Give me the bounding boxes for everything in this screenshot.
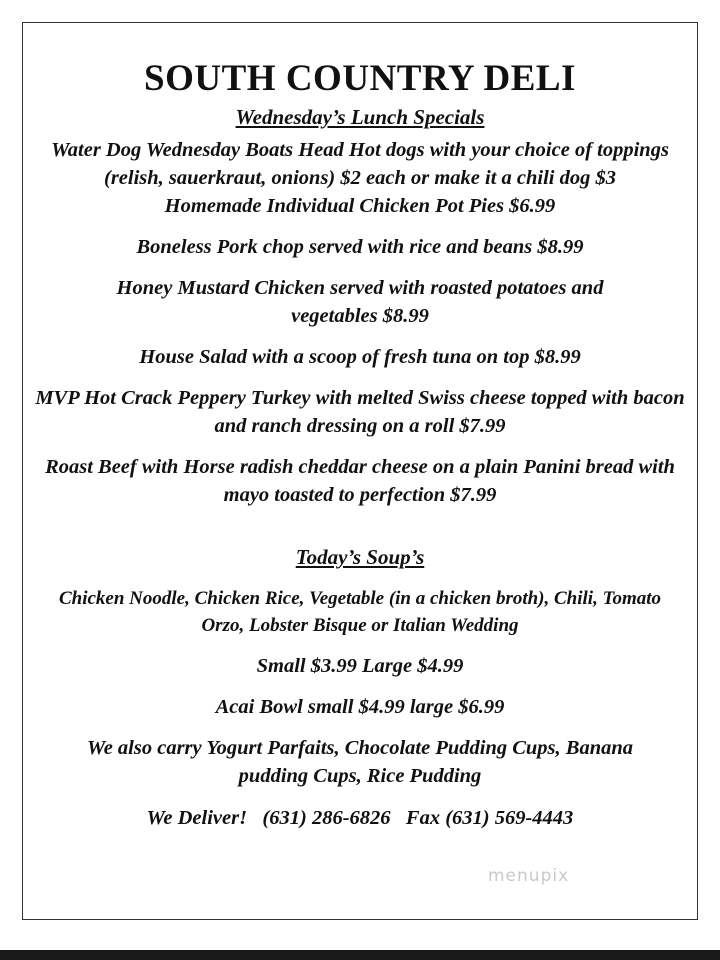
specials-heading: Wednesday’s Lunch Specials: [235, 105, 485, 129]
watermark: menupix: [488, 866, 570, 886]
special-item-pot-pies: Homemade Individual Chicken Pot Pies $6.99: [164, 195, 556, 217]
special-item-turkey: MVP Hot Crack Peppery Turkey with melted Swiss cheese topped with bacon and ranch dressing on a roll $7.99: [35, 387, 685, 437]
soups-heading: Today’s Soup’s: [295, 545, 425, 569]
contact-info: We Deliver! (631) 286-6826 Fax (631) 569-4443: [146, 807, 574, 829]
acai-bowl: Acai Bowl small $4.99 large $6.99: [215, 696, 505, 718]
special-item-pork-chop: Boneless Pork chop served with rice and beans $8.99: [136, 236, 584, 258]
bottom-bar: [0, 950, 720, 960]
restaurant-name: SOUTH COUNTRY DELI: [144, 58, 576, 99]
menu-content: [22, 56, 698, 853]
special-item-house-salad: House Salad with a scoop of fresh tuna on top $8.99: [139, 346, 581, 368]
also-carry: We also carry Yogurt Parfaits, Chocolate Pudding Cups, Banana pudding Cups, Rice Pudding: [87, 737, 633, 787]
special-item-water-dog: Water Dog Wednesday Boats Head Hot dogs with your choice of toppings (relish, sauerkraut, onions) $2 each or make it a chili dog $3: [51, 139, 669, 189]
special-item-honey-mustard-chicken: Honey Mustard Chicken served with roasted potatoes and vegetables $8.99: [116, 277, 604, 327]
soups-list: Chicken Noodle, Chicken Rice, Vegetable (in a chicken broth), Chili, Tomato Orzo, Lobster Bisque or Italian Wedding: [58, 588, 662, 636]
special-item-roast-beef: Roast Beef with Horse radish cheddar cheese on a plain Panini bread with mayo toasted to perfection $7.99: [45, 456, 675, 506]
soup-prices: Small $3.99 Large $4.99: [256, 655, 464, 677]
